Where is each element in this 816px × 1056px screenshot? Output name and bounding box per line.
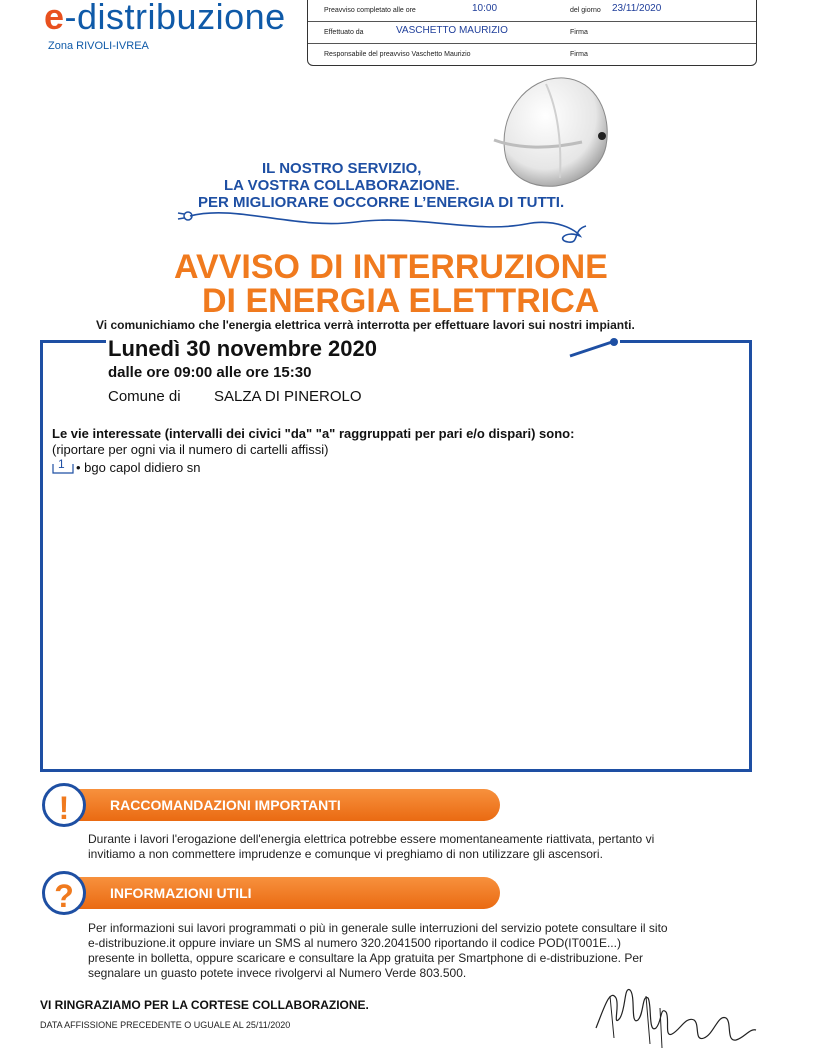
notice-row-done-by: [308, 21, 756, 44]
exclamation-icon: !: [42, 783, 86, 827]
intro-text: Vi comunichiamo che l'energia elettrica verrà interrotta per effettuare lavori sui nostri impianti.: [96, 318, 635, 332]
e-distribuzione-logo: e-distribuzione: [44, 0, 286, 37]
recommendations-header: RACCOMANDAZIONI IMPORTANTI: [62, 789, 500, 821]
question-icon: ?: [42, 871, 86, 915]
title-line: AVVISO DI INTERRUZIONE: [174, 248, 608, 286]
info-text: Per informazioni sui lavori programmati o più in generale sulle interruzioni del servizio potete consultare il sito e-distribuzione.it oppure inviare un SMS al numero 320.2041500 riportando il codice POD(IT001E...) presente in bolletta, oppure scaricare e consultare la App gratuita per Smartphone di e-distribuzione. Per segnalare un guasto potete invece rivolgervi al Numero Verde 803.500.: [88, 921, 668, 980]
signature-label: Firma: [570, 51, 588, 58]
notice-row-completed: [308, 0, 756, 22]
notice-row-responsible: [308, 43, 756, 65]
signature-label: Firma: [570, 29, 588, 36]
signs-count-icon: [52, 457, 74, 474]
notice-title: [174, 250, 634, 318]
interruption-hours: dalle ore 09:00 alle ore 15:30: [108, 364, 312, 381]
done-by-value: VASCHETTO MAURIZIO: [396, 25, 508, 36]
done-by-label: Effettuato da: [324, 29, 364, 36]
comune-label: Comune di: [108, 388, 181, 405]
day-value: 23/11/2020: [612, 3, 662, 14]
recommendations-text: Durante i lavori l'erogazione dell'energia elettrica potrebbe essere momentaneamente riattivata, pertanto vi invitiamo a non commettere imprudenze e comunque vi preghiamo di non utilizzare gli ascensori.: [88, 832, 655, 861]
completed-time: 10:00: [472, 3, 498, 14]
streets-heading: Le vie interessate (intervalli dei civici "da" "a" raggruppati per pari e/o dispari) sono:: [52, 426, 575, 441]
responsible-label: Responsabile del preavviso Vaschetto Maurizio: [324, 51, 471, 58]
title-line: DI ENERGIA ELETTRICA: [202, 282, 600, 320]
comune-value: SALZA DI PINEROLO: [214, 388, 362, 405]
streets-subheading: (riportare per ogni via il numero di cartelli affissi): [52, 442, 329, 457]
day-label: del giorno: [570, 7, 601, 14]
street-name: bgo capol didiero sn: [84, 460, 201, 475]
zona-label: Zona RIVOLI-IVREA: [48, 40, 149, 52]
frame-top-right-line: [620, 340, 752, 343]
signature-icon: [590, 968, 760, 1052]
slogan-line: IL NOSTRO SERVIZIO,: [262, 160, 422, 177]
slogan-line: PER MIGLIORARE OCCORRE L’ENERGIA DI TUTTI.: [198, 194, 565, 211]
thanks-text: VI RINGRAZIAMO PER LA CORTESE COLLABORAZIONE.: [40, 998, 369, 1012]
signs-count: 1: [58, 457, 65, 471]
completed-label: Preavviso completato alle ore: [324, 7, 416, 14]
cable-accent-icon: [566, 334, 626, 360]
info-header: INFORMAZIONI UTILI: [62, 877, 500, 909]
interruption-date: Lunedì 30 novembre 2020: [108, 336, 377, 361]
street-item: 1 • bgo capol didiero sn: [52, 460, 201, 475]
slogan-line: LA VOSTRA COLLABORAZIONE.: [224, 177, 460, 194]
notice-table: [307, 0, 757, 66]
affix-date: DATA AFFISSIONE PRECEDENTE O UGUALE AL 25/11/2020: [40, 1020, 291, 1030]
frame-top-left-line: [40, 340, 106, 343]
plug-cable-icon: [176, 200, 616, 244]
